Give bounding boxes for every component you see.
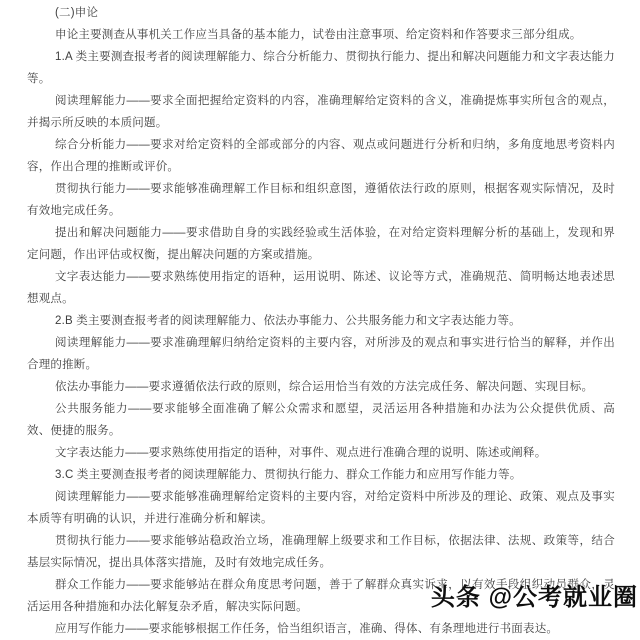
paragraph: 阅读理解能力——要求全面把握给定资料的内容，准确理解给定资料的含义，准确提炼事实所包含的观点，并揭示所反映的本质问题。 bbox=[27, 95, 615, 129]
paragraph: 文字表达能力——要求熟练使用指定的语种，对事件、观点进行准确合理的说明、陈述或阐释。 bbox=[55, 447, 547, 459]
document-body bbox=[27, 2, 615, 640]
watermark: 头条 @公考就业圈 bbox=[430, 584, 638, 611]
paragraph: 2.B 类主要测查报考者的阅读理解能力、依法办事能力、公共服务能力和文字表达能力等。 bbox=[55, 315, 521, 327]
paragraph-list bbox=[27, 24, 615, 640]
paragraph: 综合分析能力——要求对给定资料的全部或部分的内容、观点或问题进行分析和归纳，多角度地思考资料内容，作出合理的推断或评价。 bbox=[27, 139, 615, 173]
paragraph: 1.A 类主要测查报考者的阅读理解能力、综合分析能力、贯彻执行能力、提出和解决问题能力和文字表达能力等。 bbox=[27, 51, 615, 85]
paragraph: 阅读理解能力——要求准确理解归纳给定资料的主要内容，对所涉及的观点和事实进行恰当的解释，并作出合理的推断。 bbox=[27, 337, 615, 371]
paragraph: 3.C 类主要测查报考者的阅读理解能力、贯彻执行能力、群众工作能力和应用写作能力等。 bbox=[55, 469, 522, 481]
paragraph: 贯彻执行能力——要求能够准确理解工作目标和组织意图，遵循依法行政的原则，根据客观实际情况，及时有效地完成任务。 bbox=[27, 183, 615, 217]
paragraph: 依法办事能力——要求遵循依法行政的原则，综合运用恰当有效的方法完成任务、解决问题、实现目标。 bbox=[55, 381, 594, 393]
paragraph: 文字表达能力——要求熟练使用指定的语种，运用说明、陈述、议论等方式，准确规范、简明畅达地表述思想观点。 bbox=[27, 271, 615, 305]
paragraph: 应用写作能力——要求能够根据工作任务，恰当组织语言，准确、得体、有条理地进行书面表达。 bbox=[55, 623, 559, 635]
paragraph: 群众工作能力——要求能够站在群众角度思考问题，善于了解群众真实诉求，以有效手段组织动员群众，灵活运用各种措施和办法化解复杂矛盾，解决实际问题。 bbox=[27, 579, 615, 613]
paragraph: 贯彻执行能力——要求能够站稳政治立场，准确理解上级要求和工作目标，依据法律、法规、政策等，结合基层实际情况，提出具体落实措施，及时有效地完成任务。 bbox=[27, 535, 615, 569]
paragraph: 公共服务能力——要求能够全面准确了解公众需求和愿望，灵活运用各种措施和办法为公众提供优质、高效、便捷的服务。 bbox=[27, 403, 615, 437]
paragraph: 阅读理解能力——要求能够准确理解给定资料的主要内容，对给定资料中所涉及的理论、政策、观点及事实本质等有明确的认识，并进行准确分析和解读。 bbox=[27, 491, 615, 525]
section-heading: (二)申论 bbox=[55, 7, 99, 19]
paragraph: 提出和解决问题能力——要求借助自身的实践经验或生活体验，在对给定资料理解分析的基础上，发现和界定问题，作出评估或权衡，提出解决问题的方案或措施。 bbox=[27, 227, 615, 261]
paragraph: 申论主要测查从事机关工作应当具备的基本能力，试卷由注意事项、给定资料和作答要求三部分组成。 bbox=[55, 29, 582, 41]
